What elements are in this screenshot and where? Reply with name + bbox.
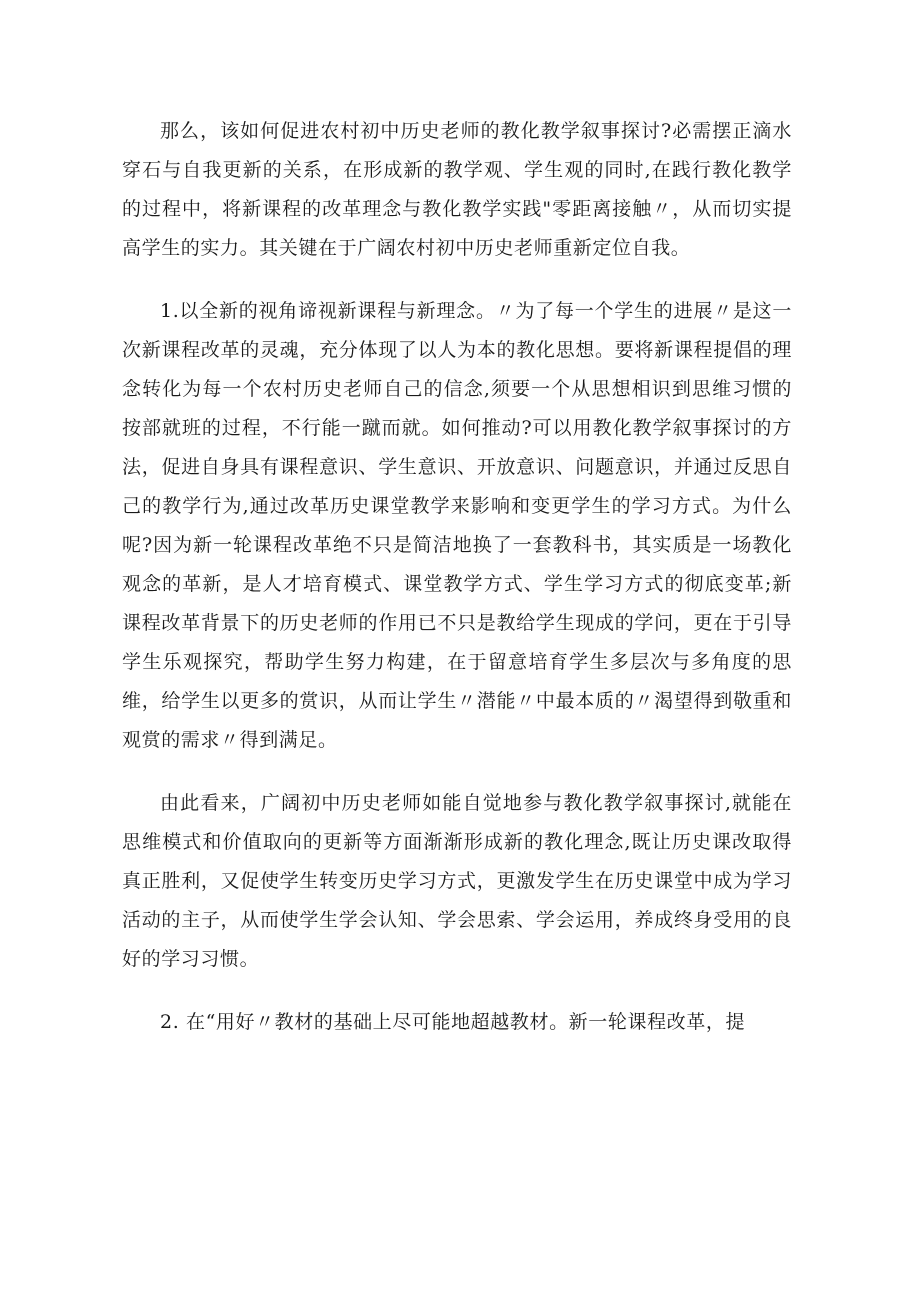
paragraph-intro: 那么，该如何促进农村初中历史老师的教化教学叙事探讨?必需摆正滴水穿石与自我更新的关系，在形成新的教学观、学生观的同时,在践行教化教学的过程中，将新课程的改革理念与教化教学实践"零距离接触〃，从而切实提高学生的实力。其关键在于广阔农村初中历史老师重新定位自我。 [122, 120, 792, 259]
paragraph-conclusion: 由此看来，广阔初中历史老师如能自觉地参与教化教学叙事探讨,就能在思维模式和价值取向的更新等方面渐渐形成新的教化理念,既让历史课改取得真正胜利，又促使学生转变历史学习方式，更激发学生在历史课堂中成为学习活动的主子，从而使学生学会认知、学会思索、学会运用，养成终身受用的良好的学习习惯。 [122, 792, 792, 970]
paragraph-point-2: 2. 在“用好〃教材的基础上尽可能地超越教材。新一轮课程改革，提 [160, 1011, 746, 1033]
document-body [122, 112, 792, 1066]
paragraph-point-1: 1.以全新的视角谛视新课程与新理念。〃为了每一个学生的进展〃是这一次新课程改革的灵魂，充分体现了以人为本的教化思想。要将新课程提倡的理念转化为每一个农村历史老师自己的信念,须要一个从思想相识到思维习惯的按部就班的过程，不行能一蹴而就。如何推动?可以用教化教学叙事探讨的方法，促进自身具有课程意识、学生意识、开放意识、问题意识，并通过反思自己的教学行为,通过改革历史课堂教学来影响和变更学生的学习方式。为什么呢?因为新一轮课程改革绝不只是简洁地换了一套教科书，其实质是一场教化观念的革新，是人才培育模式、课堂教学方式、学生学习方式的彻底变革;新课程改革背景下的历史老师的作用已不只是教给学生现成的学问，更在于引导学生乐观探究，帮助学生努力构建，在于留意培育学生多层次与多角度的思维，给学生以更多的赏识，从而让学生〃潜能〃中最本质的〃渴望得到敬重和观赏的需求〃得到满足。 [122, 300, 792, 751]
